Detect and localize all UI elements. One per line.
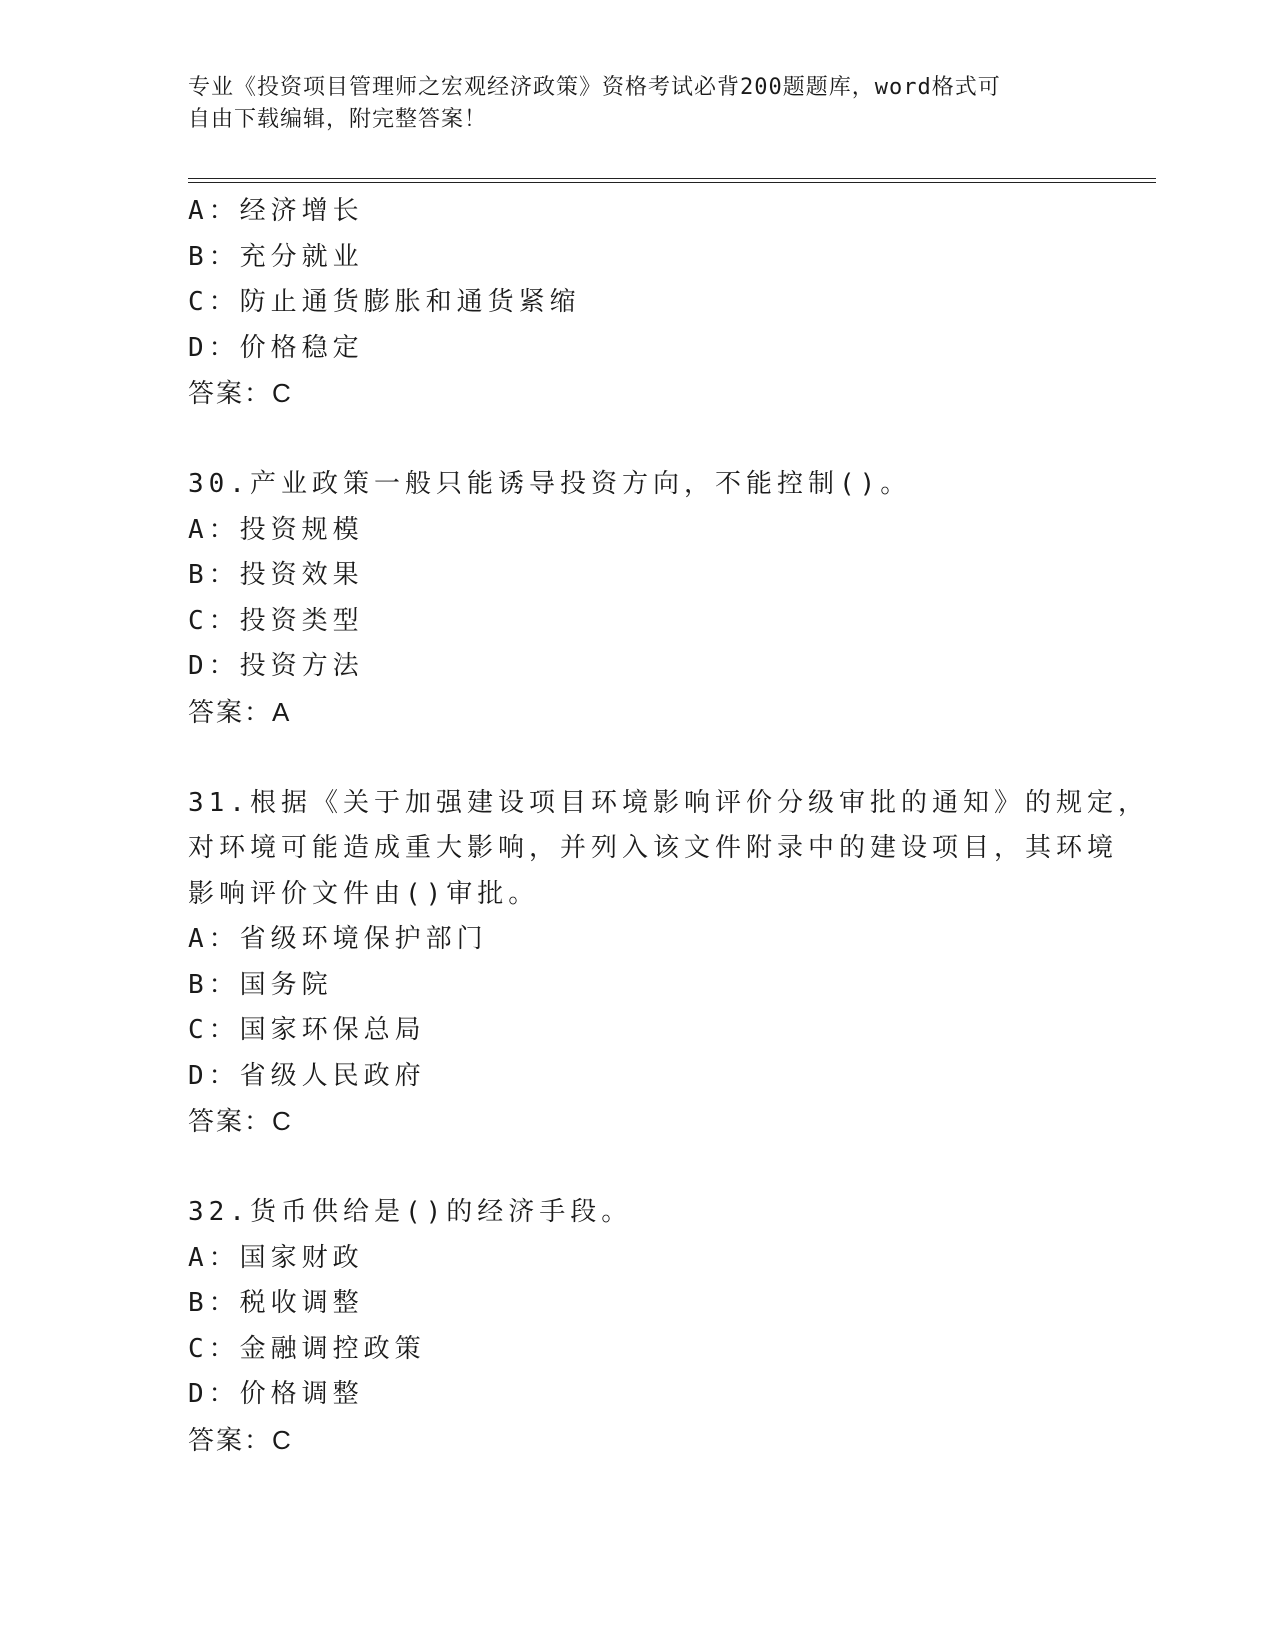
question-30 [188,462,1088,735]
question-stem-line-1: 31.根据《关于加强建设项目环境影响评价分级审批的通知》的规定， [188,787,1149,818]
header-rule-bottom [188,182,1156,183]
question-31 [188,781,1149,1145]
question-29 [188,189,1088,417]
option-b: B：充分就业 [188,241,364,272]
option-d: D：价格调整 [188,1379,364,1409]
header-rule-top [188,178,1156,179]
question-stem-line-2: 对环境可能造成重大影响，并列入该文件附录中的建设项目，其环境 [188,833,1119,863]
question-32 [188,1190,1088,1463]
option-c: C：投资类型 [188,605,364,636]
answer: 答案：C [188,1106,293,1136]
spacer [188,735,1088,781]
option-d: D：投资方法 [188,651,364,681]
question-stem: 30.产业政策一般只能诱导投资方向，不能控制()。 [188,469,912,499]
option-a: A：国家财政 [188,1242,364,1273]
question-list [188,189,1149,1463]
option-c: C：金融调控政策 [188,1333,426,1364]
answer: 答案：C [188,378,293,408]
answer: 答案：A [188,696,292,727]
option-c: C：防止通货膨胀和通货紧缩 [188,287,581,317]
option-a: A：省级环境保护部门 [188,924,488,954]
option-c: C：国家环保总局 [188,1015,426,1045]
spacer [188,417,1088,463]
option-b: B：国务院 [188,969,333,1000]
header-line-2: 自由下载编辑，附完整答案！ [188,107,488,132]
spacer [188,1145,1088,1191]
answer: 答案：C [188,1424,293,1455]
option-a: A：投资规模 [188,514,364,545]
option-d: D：省级人民政府 [188,1060,426,1091]
question-stem: 32.货币供给是()的经济手段。 [188,1197,633,1227]
option-b: B：税收调整 [188,1288,364,1318]
option-d: D：价格稳定 [188,332,364,363]
header-line-1: 专业《投资项目管理师之宏观经济政策》资格考试必背200题题库，word格式可 [188,75,1001,100]
document-header [188,72,1068,136]
question-stem-line-3: 影响评价文件由()审批。 [188,878,540,909]
option-b: B：投资效果 [188,560,364,590]
option-a: A：经济增长 [188,196,364,226]
